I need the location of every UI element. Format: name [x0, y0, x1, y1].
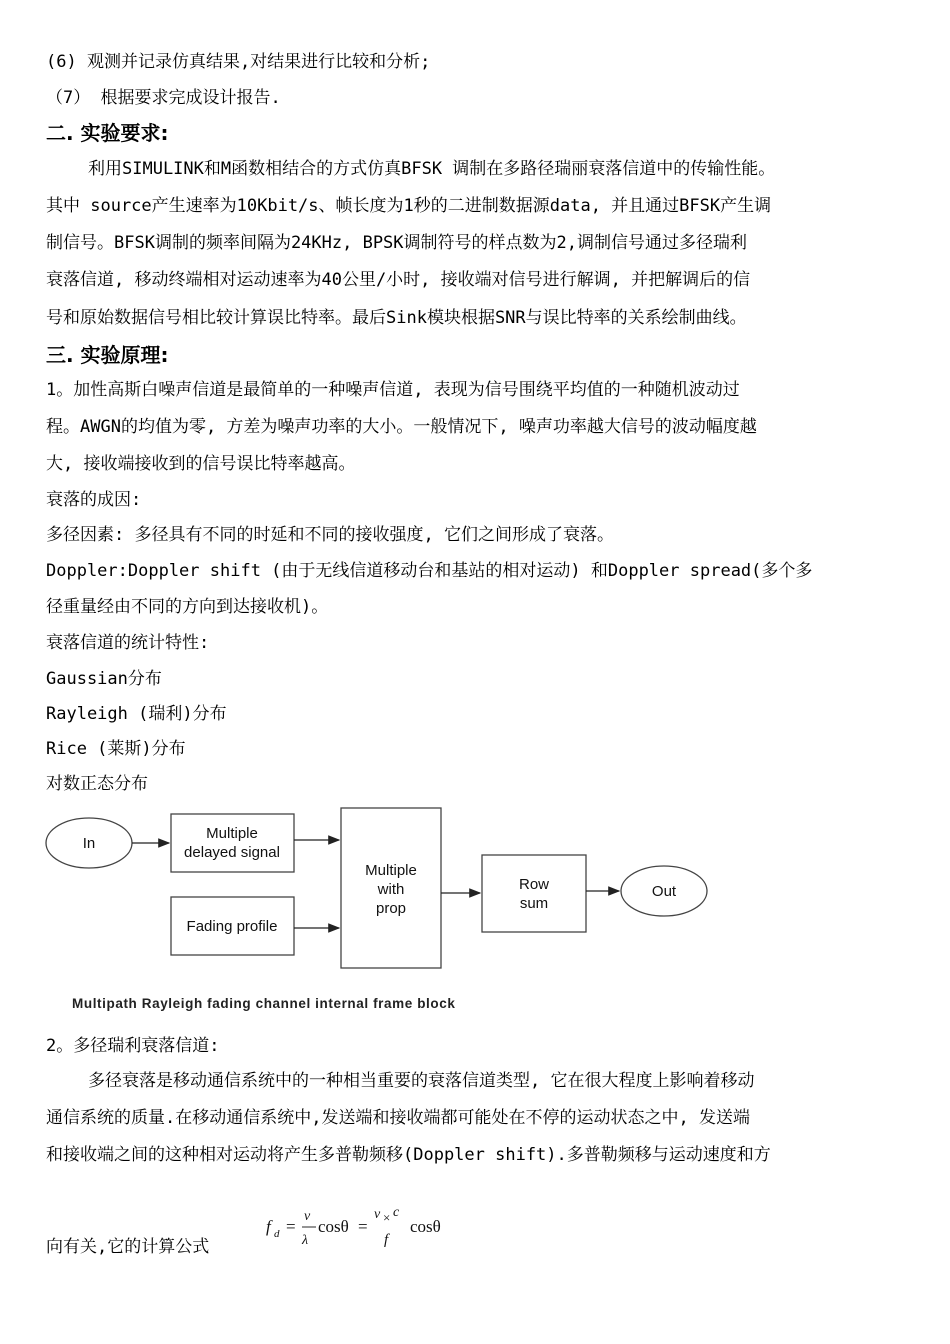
- row-sum-label-2: sum: [519, 895, 549, 912]
- principles-line: Gaussian分布: [46, 669, 162, 689]
- principles-line: 1。加性高斯白噪声信道是最简单的一种噪声信道, 表现为信号围绕平均值的一种随机波动过: [46, 380, 740, 400]
- formula-v: v: [304, 1209, 311, 1224]
- doppler-formula: [262, 1206, 462, 1266]
- requirements-line: 利用SIMULINK和M函数相结合的方式仿真BFSK 调制在多路径瑞丽衰落信道中的传输性能。: [88, 159, 776, 179]
- rayleigh-line: 和接收端之间的这种相对运动将产生多普勒频移(Doppler shift).多普勒频移与运动速度和方: [46, 1145, 771, 1165]
- formula-lambda: λ: [302, 1233, 309, 1248]
- requirements-line: 其中 source产生速率为10Kbit/s、帧长度为1秒的二进制数据源data, 并且通过BFSK产生调: [46, 196, 772, 216]
- rayleigh-last-line: 向有关,它的计算公式: [46, 1237, 210, 1257]
- formula-c: c: [393, 1206, 400, 1220]
- rayleigh-line: 多径衰落是移动通信系统中的一种相当重要的衰落信道类型, 它在很大程度上影响着移动: [88, 1071, 755, 1091]
- step-7: （7） 根据要求完成设计报告.: [46, 88, 281, 108]
- row-sum-block: [482, 855, 586, 932]
- delayed-signal-label-2: delayed signal: [184, 844, 280, 861]
- delayed-signal-label-1: Multiple: [206, 825, 258, 842]
- formula-cos2: cosθ: [410, 1217, 441, 1236]
- section-heading-principles: 三. 实验原理:: [46, 343, 169, 367]
- formula-eq2: =: [358, 1217, 368, 1236]
- prop-label-3: prop: [375, 900, 407, 917]
- principles-line: 衰落信道的统计特性:: [46, 633, 210, 653]
- formula-fd-sub: d: [274, 1228, 280, 1240]
- principles-line: 衰落的成因:: [46, 490, 142, 510]
- formula-cos1: cosθ: [318, 1217, 349, 1236]
- formula-times: ×: [383, 1210, 391, 1225]
- formula-f: f: [384, 1232, 389, 1248]
- row-sum-label-1: Row: [518, 876, 550, 893]
- principles-line: Rice (莱斯)分布: [46, 739, 186, 759]
- formula-v2: v: [374, 1207, 381, 1222]
- requirements-line: 制信号。BFSK调制的频率间隔为24KHz, BPSK调制符号的样点数为2,调制信号通过多径瑞利: [46, 233, 747, 253]
- principles-line: 对数正态分布: [46, 774, 148, 794]
- delayed-signal-block: [171, 814, 294, 872]
- prop-label-2: with: [377, 881, 405, 898]
- requirements-line: 衰落信道, 移动终端相对运动速率为40公里/小时, 接收端对信号进行解调, 并把解调后的信: [46, 270, 751, 290]
- in-label: In: [82, 835, 96, 852]
- requirements-line: 号和原始数据信号相比较计算误比特率。最后Sink模块根据SNR与误比特率的关系绘制曲线。: [46, 308, 747, 328]
- principles-line: Rayleigh (瑞利)分布: [46, 704, 227, 724]
- formula-eq1: =: [286, 1217, 296, 1236]
- prop-label-1: Multiple: [365, 862, 417, 879]
- principles-line: Doppler:Doppler shift (由于无线信道移动台和基站的相对运动) 和Doppler spread(多个多: [46, 561, 813, 581]
- rayleigh-line: 通信系统的质量.在移动通信系统中,发送端和接收端都可能处在不停的运动状态之中, 发送端: [46, 1108, 750, 1128]
- out-label: Out: [651, 883, 677, 900]
- fading-channel-block-diagram: [40, 800, 730, 1025]
- fading-profile-label: Fading profile: [186, 918, 278, 935]
- section-heading-requirements: 二. 实验要求:: [46, 121, 169, 145]
- diagram-caption: Multipath Rayleigh fading channel internal frame block: [72, 996, 456, 1011]
- formula-fd: f: [266, 1217, 271, 1236]
- principles-line: 程。AWGN的均值为零, 方差为噪声功率的大小。一般情况下, 噪声功率越大信号的波动幅度越: [46, 417, 757, 437]
- section-heading-rayleigh: 2。多径瑞利衰落信道:: [46, 1036, 220, 1056]
- step-6: (6) 观测并记录仿真结果,对结果进行比较和分析;: [46, 52, 431, 72]
- principles-line: 大, 接收端接收到的信号误比特率越高。: [46, 454, 356, 474]
- principles-line: 径重量经由不同的方向到达接收机)。: [46, 597, 329, 617]
- principles-line: 多径因素: 多径具有不同的时延和不同的接收强度, 它们之间形成了衰落。: [46, 525, 614, 545]
